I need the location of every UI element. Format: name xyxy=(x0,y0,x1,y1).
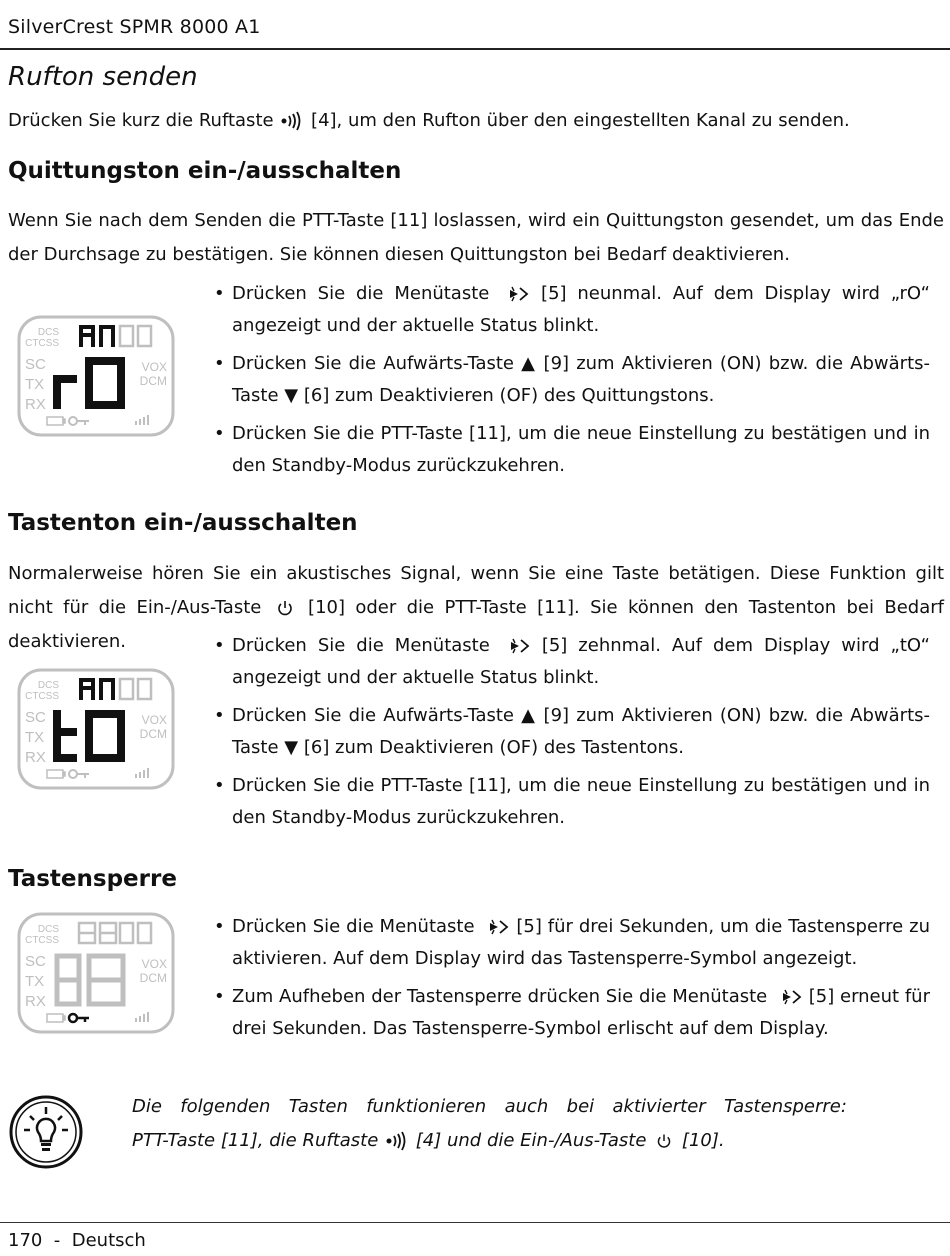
list-item: • Drücken Sie die Menütaste [5] für drei Sekunden, um die Tastensperre zu aktivieren. Auf dem Display wird das Tastensperre-Symbol angezeigt. xyxy=(214,911,930,975)
paragraph-tastenton-intro: Normalerweise hören Sie ein akustisches Signal, wenn Sie eine Taste betätigen. Diese Funktion gilt nicht für die Ein-/Aus-Taste [10] oder die PTT-Taste [11]. Sie können den Tastenton bei Bedarf deaktivieren. xyxy=(8,563,944,652)
list-item: • Drücken Sie die Menütaste [5] neunmal. Auf dem Display wird „rO“ angezeigt und der aktuelle Status blinkt. xyxy=(214,278,930,342)
lcd-display-to xyxy=(17,668,175,790)
tip-line-1: Die folgenden Tasten funktionieren auch bei aktivierter Tastensperre: xyxy=(132,1096,847,1117)
paragraph-quittungston-intro: Wenn Sie nach dem Senden die PTT-Taste [11] loslassen, wird ein Quittungston gesendet, um das Ende der Durchsage zu bestätigen. Sie können diesen Quittungston bei Bedarf deaktivieren. xyxy=(8,210,944,265)
svg-text:RX: RX xyxy=(25,993,46,1010)
quittungston-steps xyxy=(214,278,930,488)
rufton-text-after: [4], um den Rufton über den eingestellten Kanal zu senden. xyxy=(311,110,850,131)
svg-text:RX: RX xyxy=(25,749,46,766)
svg-text:DCS: DCS xyxy=(37,327,59,338)
rufton-text-before: Drücken Sie kurz die Ruftaste xyxy=(8,110,274,131)
svg-text:TX: TX xyxy=(25,973,45,990)
tastensperre-steps xyxy=(214,911,930,1051)
footer-divider xyxy=(0,1222,950,1223)
header-title: SilverCrest SPMR 8000 A1 xyxy=(8,16,261,38)
page-footer: 170 - Deutsch xyxy=(8,1230,146,1251)
svg-text:TX: TX xyxy=(25,729,45,746)
tip-note xyxy=(132,1090,847,1158)
svg-text:CTCSS: CTCSS xyxy=(25,338,59,349)
lcd-display-lock xyxy=(17,912,175,1034)
paragraph-rufton xyxy=(8,104,944,138)
list-item: • Zum Aufheben der Tastensperre drücken Sie die Menütaste [5] erneut für drei Sekunden. Das Tastensperre-Symbol erlischt auf dem Display. xyxy=(214,981,930,1045)
lcd-display-ro xyxy=(17,315,175,437)
tastenton-steps xyxy=(214,630,930,840)
menu-key-icon xyxy=(500,284,530,304)
svg-text:RX: RX xyxy=(25,396,46,413)
call-tone-icon xyxy=(384,1131,410,1151)
svg-text:VOX: VOX xyxy=(141,713,167,727)
svg-text:SC: SC xyxy=(25,953,46,970)
menu-key-icon xyxy=(773,987,803,1007)
heading-rufton-senden: Rufton senden xyxy=(8,62,198,92)
svg-text:DCM: DCM xyxy=(139,971,167,985)
list-item: • Drücken Sie die Menütaste [5] zehnmal. Auf dem Display wird „tO“ angezeigt und der aktuelle Status blinkt. xyxy=(214,630,930,694)
list-item: • Drücken Sie die PTT-Taste [11], um die neue Einstellung zu bestätigen und in den Standby-Modus zurückzukehren. xyxy=(214,770,930,834)
svg-text:VOX: VOX xyxy=(141,957,167,971)
svg-text:CTCSS: CTCSS xyxy=(25,935,59,946)
svg-text:SC: SC xyxy=(25,356,46,373)
list-item: • Drücken Sie die PTT-Taste [11], um die neue Einstellung zu bestätigen und in den Standby-Modus zurückzukehren. xyxy=(214,418,930,482)
page-header xyxy=(0,0,950,50)
heading-tastensperre: Tastensperre xyxy=(8,866,177,892)
heading-tastenton: Tastenton ein-/ausschalten xyxy=(8,510,358,536)
svg-text:CTCSS: CTCSS xyxy=(25,691,59,702)
power-icon xyxy=(652,1132,676,1150)
lightbulb-tip-icon xyxy=(8,1094,84,1170)
heading-quittungston: Quittungston ein-/ausschalten xyxy=(8,158,402,184)
svg-text:VOX: VOX xyxy=(141,360,167,374)
power-icon xyxy=(272,599,298,617)
list-item: • Drücken Sie die Aufwärts-Taste ▲ [9] zum Aktivieren (ON) bzw. die Abwärts-Taste ▼ [6] zum Deaktivieren (OF) des Quittungstons. xyxy=(214,348,930,412)
svg-text:DCM: DCM xyxy=(139,374,167,388)
svg-text:DCS: DCS xyxy=(37,680,59,691)
menu-key-icon xyxy=(501,636,531,656)
tip-line-2: PTT-Taste [11], die Ruftaste [4] und die Ein-/Aus-Taste [10]. xyxy=(132,1130,725,1151)
svg-text:DCM: DCM xyxy=(139,727,167,741)
menu-key-icon xyxy=(480,917,510,937)
svg-text:SC: SC xyxy=(25,709,46,726)
call-tone-icon xyxy=(279,111,305,131)
list-item: • Drücken Sie die Aufwärts-Taste ▲ [9] zum Aktivieren (ON) bzw. die Abwärts-Taste ▼ [6] zum Deaktivieren (OF) des Tastentons. xyxy=(214,700,930,764)
svg-text:TX: TX xyxy=(25,376,45,393)
svg-text:DCS: DCS xyxy=(37,924,59,935)
